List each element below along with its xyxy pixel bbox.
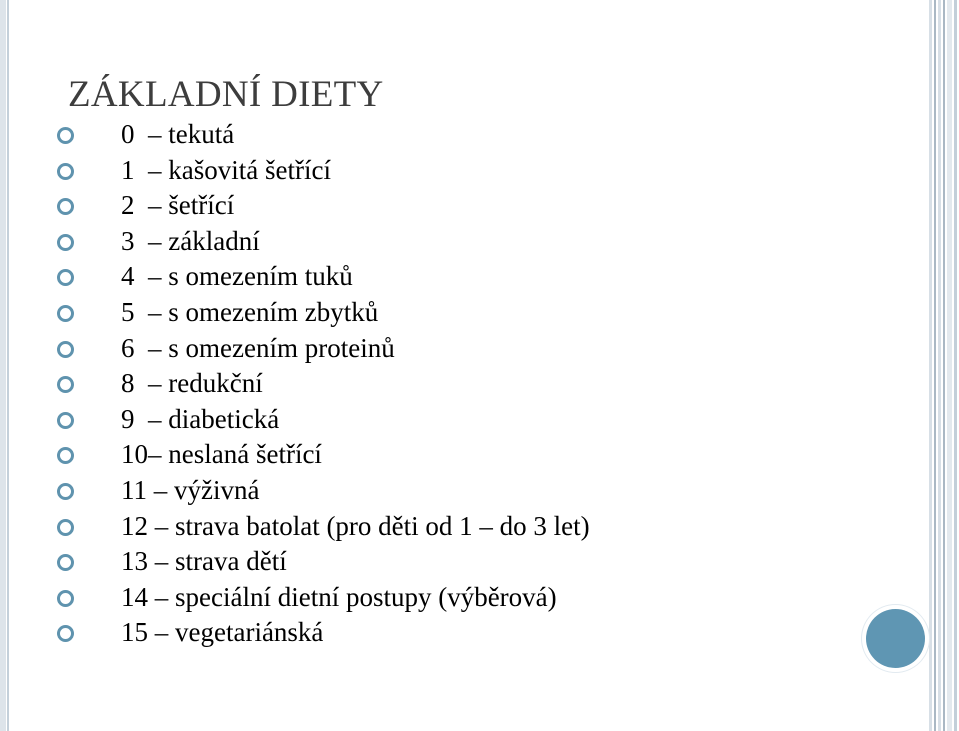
list-item-text: 8 – redukční [121, 368, 263, 399]
circle-bullet-icon [57, 519, 74, 536]
list-item-text: 15 – vegetariánská [121, 617, 324, 648]
circle-bullet-icon [57, 269, 74, 286]
right-border-line [938, 0, 941, 731]
list-item [0, 118, 900, 154]
list-item [0, 332, 900, 368]
list-item-text: 13 – strava dětí [121, 546, 287, 577]
circle-bullet-icon [57, 163, 74, 180]
circle-bullet-icon [57, 234, 74, 251]
list-item [0, 225, 900, 261]
list-item [0, 438, 900, 474]
list-item-text: 2 – šetřící [121, 190, 235, 221]
list-item-text: 1 – kašovitá šetřící [121, 154, 331, 185]
list-item-text: 12 – strava batolat (pro děti od 1 – do 3 let) [121, 510, 590, 541]
list-item-text: 4 – s omezením tuků [121, 261, 353, 292]
circle-bullet-icon [57, 625, 74, 642]
list-item [0, 581, 900, 617]
list-item [0, 260, 900, 296]
circle-bullet-icon [57, 412, 74, 429]
circle-bullet-icon [57, 305, 74, 322]
list-item-text: 14 – speciální dietní postupy (výběrová) [121, 581, 557, 612]
right-border-line [947, 0, 952, 731]
list-item [0, 545, 900, 581]
list-item-text: 9 – diabetická [121, 403, 280, 434]
diet-list [0, 118, 900, 652]
list-item [0, 510, 900, 546]
circle-bullet-icon [57, 590, 74, 607]
circle-bullet-icon [57, 341, 74, 358]
list-item [0, 474, 900, 510]
list-item-text: 0 – tekutá [121, 119, 235, 149]
circle-bullet-icon [57, 127, 74, 144]
list-item [0, 296, 900, 332]
slide-title: ZÁKLADNÍ DIETY [68, 74, 384, 115]
list-item-text: 5 – s omezením zbytků [121, 296, 379, 327]
list-item [0, 154, 900, 190]
circle-bullet-icon [57, 554, 74, 571]
circle-bullet-icon [57, 447, 74, 464]
list-item-text: 3 – základní [121, 225, 260, 256]
list-item [0, 403, 900, 439]
circle-bullet-icon [57, 483, 74, 500]
right-border-line [943, 0, 945, 731]
circle-bullet-icon [57, 198, 74, 215]
list-item-text: 10– neslaná šetřící [121, 439, 322, 470]
right-border-line [954, 0, 957, 731]
circle-bullet-icon [57, 376, 74, 393]
list-item-text: 11 – výživná [121, 474, 260, 505]
list-item [0, 189, 900, 225]
list-item-text: 6 – s omezením proteinů [121, 332, 395, 363]
right-border-line [929, 0, 932, 731]
list-item [0, 616, 900, 652]
decorative-circle [866, 609, 925, 668]
right-border-line [934, 0, 936, 731]
list-item [0, 367, 900, 403]
